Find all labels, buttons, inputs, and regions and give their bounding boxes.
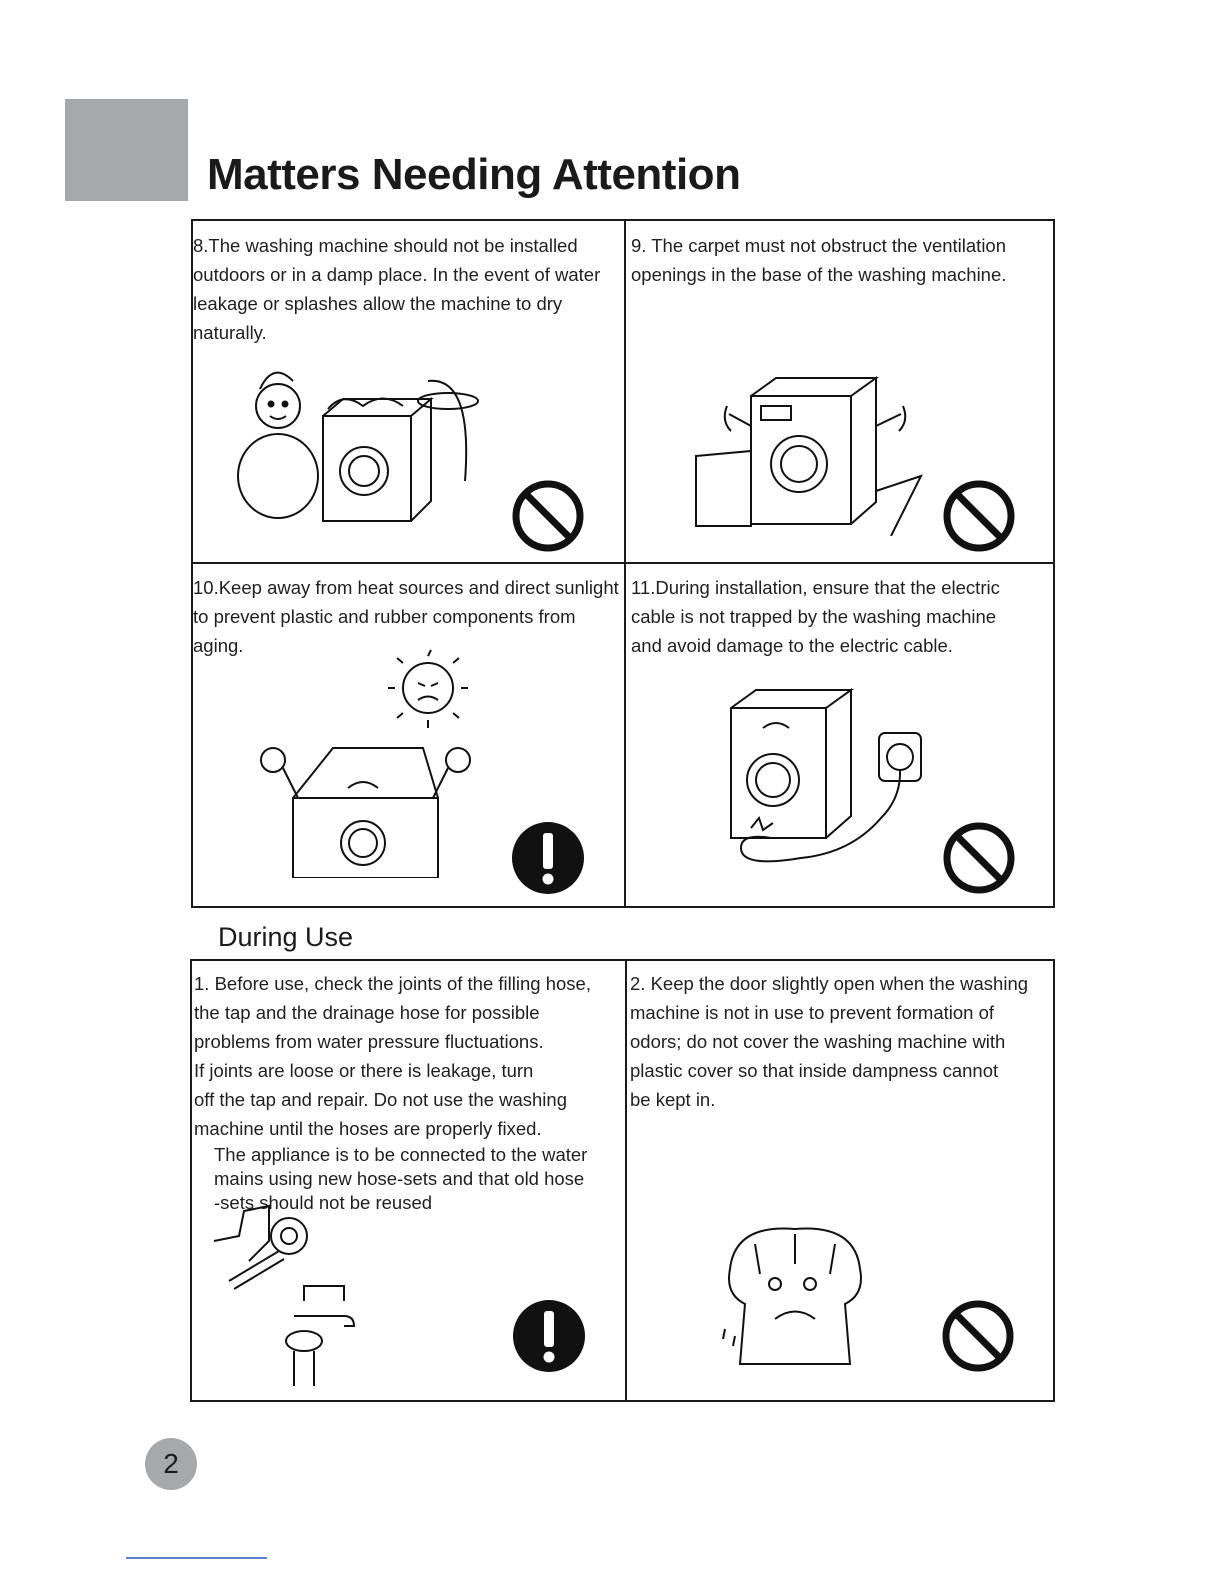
during-use-grid [190,959,1055,1402]
use-item-2-text: 2. Keep the door slightly open when the washing machine is not in use to prevent formation of odors; do not cover the washing machine with plastic cover so that inside dampness cannot be kept in. [630,973,1029,1110]
during-use-heading: During Use [218,922,354,952]
footer-rule [126,1557,267,1559]
grid-divider-vertical [625,961,627,1400]
grid-divider-horizontal [193,562,1053,564]
covered-washer-illustration [715,1224,875,1374]
prohibited-icon [941,478,1017,554]
item-9-cell [631,231,1055,561]
cable-washer-illustration [721,678,941,878]
page-title: Matters Needing Attention [207,150,741,199]
carpet-washer-illustration [691,366,931,536]
item-8-text: 8.The washing machine should not be installed outdoors or in a damp place. In the event of water leakage or splashes allow the machine to dry naturally. [193,235,601,343]
use-item-1-cell [194,969,624,1399]
installation-grid [191,219,1055,908]
prohibited-icon [940,1298,1016,1374]
page-number: 2 [145,1438,197,1490]
prohibited-icon [941,820,1017,896]
item-9-text: 9. The carpet must not obstruct the ventilation openings in the base of the washing machine. [631,235,1007,285]
snowman-washer-illustration [233,361,503,531]
header-gray-block [65,99,188,201]
prohibited-icon [510,478,586,554]
item-11-cell [631,573,1055,903]
use-item-2-cell [630,969,1054,1399]
item-10-text: 10.Keep away from heat sources and direct sunlight to prevent plastic and rubber components from aging. [193,577,619,656]
item-11-text: 11.During installation, ensure that the electric cable is not trapped by the washing machine and avoid damage to the electric cable. [631,577,1000,656]
use-item-1-text: 1. Before use, check the joints of the filling hose, the tap and the drainage hose for possible problems from water pressure fluctuations. If joints are loose or there is leakage, turn off the tap and repair. Do not use the washing machine until the hoses are properly fixed. [194,973,591,1139]
hose-tap-illustration [209,1201,359,1391]
item-10-cell [193,573,623,903]
sun-washer-illustration [253,648,493,878]
mandatory-icon [510,820,586,896]
item-8-cell [193,231,623,561]
use-item-1-extra-text: The appliance is to be connected to the water mains using new hose-sets and that old hose -sets should not be reused [214,1144,588,1213]
mandatory-icon [511,1298,587,1374]
